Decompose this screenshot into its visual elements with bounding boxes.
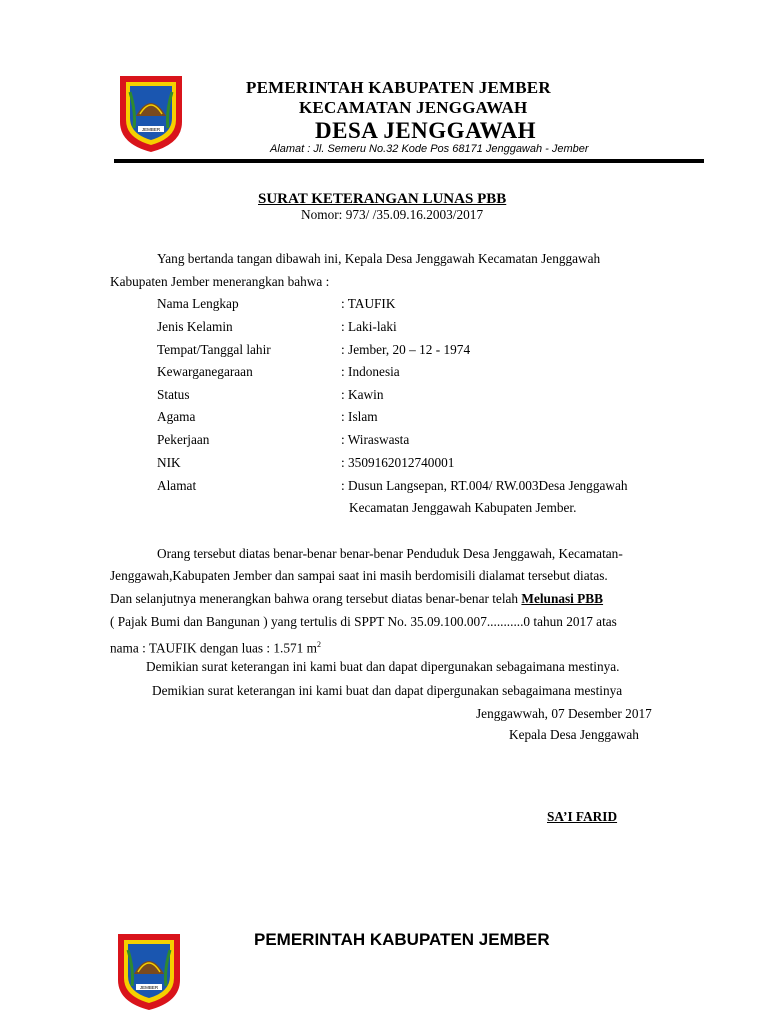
letterhead-line2: KECAMATAN JENGGAWAH <box>299 98 528 117</box>
svg-text:JEMBER: JEMBER <box>139 985 159 990</box>
document-title: SURAT KETERANGAN LUNAS PBB <box>258 191 507 207</box>
regency-emblem-icon <box>116 72 186 154</box>
field-label: Alamat <box>157 478 197 493</box>
letterhead-divider <box>114 159 704 163</box>
regency-emblem-icon <box>114 930 184 1012</box>
paid-pbb-label: Melunasi PBB <box>521 591 604 606</box>
closing-line1: Demikian surat keterangan ini kami buat dan dapat dipergunakan sebagaimana mestinya. <box>146 659 620 674</box>
closing-line2: Demikian surat keterangan ini kami buat dan dapat dipergunakan sebagaimana mestinya <box>152 683 623 698</box>
next-page-letterhead: PEMERINTAH KABUPATEN JEMBER <box>254 930 550 949</box>
place-date: Jenggawwah, 07 Desember 2017 <box>476 706 652 721</box>
field-value: : Wiraswasta <box>341 432 410 447</box>
field-value: : TAUFIK <box>341 296 396 311</box>
signer-name: SA’I FARID <box>547 809 618 824</box>
field-label: NIK <box>157 455 181 470</box>
letterhead-address: Alamat : Jl. Semeru No.32 Kode Pos 68171 Jenggawah - Jember <box>270 143 589 155</box>
letterhead-village: DESA JENGGAWAH <box>315 118 537 143</box>
field-value: : Islam <box>341 409 378 424</box>
field-label: Status <box>157 387 190 402</box>
field-value: : 3509162012740001 <box>341 455 455 470</box>
field-label: Tempat/Tanggal lahir <box>157 342 271 357</box>
letterhead-line1: PEMERINTAH KABUPATEN JEMBER <box>246 78 551 97</box>
body-line1: Orang tersebut diatas benar-benar benar-benar Penduduk Desa Jenggawah, Kecamatan- <box>157 546 623 561</box>
field-value: : Jember, 20 – 12 - 1974 <box>341 342 471 357</box>
intro-line1: Yang bertanda tangan dibawah ini, Kepala Desa Jenggawah Kecamatan Jenggawah <box>157 251 601 266</box>
body-line2: Jenggawah,Kabupaten Jember dan sampai saat ini masih berdomisili dialamat tersebut diatas. <box>110 568 608 583</box>
body-line5-text: nama : TAUFIK dengan luas : 1.571 m <box>110 640 317 656</box>
body-line3-text: Dan selanjutnya menerangkan bahwa orang tersebut diatas benar-benar telah <box>110 591 522 606</box>
field-value: : Indonesia <box>341 364 400 379</box>
field-label: Pekerjaan <box>157 432 210 447</box>
document-number: Nomor: 973/ /35.09.16.2003/2017 <box>301 207 484 222</box>
field-value: : Laki-laki <box>341 319 397 334</box>
field-value: : Dusun Langsepan, RT.004/ RW.003Desa Jenggawah <box>341 478 628 493</box>
body-line4: ( Pajak Bumi dan Bangunan ) yang tertulis di SPPT No. 35.09.100.007...........0 tahun 2017 atas <box>110 614 617 629</box>
address-continuation: Kecamatan Jenggawah Kabupaten Jember. <box>349 500 577 515</box>
field-label: Jenis Kelamin <box>157 319 233 334</box>
field-value: : Kawin <box>341 387 384 402</box>
signer-title: Kepala Desa Jenggawah <box>509 727 639 742</box>
body-line5 <box>110 637 321 656</box>
intro-line2: Kabupaten Jember menerangkan bahwa : <box>110 274 330 289</box>
svg-text:JEMBER: JEMBER <box>141 127 161 132</box>
field-label: Nama Lengkap <box>157 296 239 311</box>
body-line3 <box>110 591 603 607</box>
area-unit-exponent: 2 <box>316 640 321 649</box>
field-label: Agama <box>157 409 196 424</box>
field-label: Kewarganegaraan <box>157 364 253 379</box>
